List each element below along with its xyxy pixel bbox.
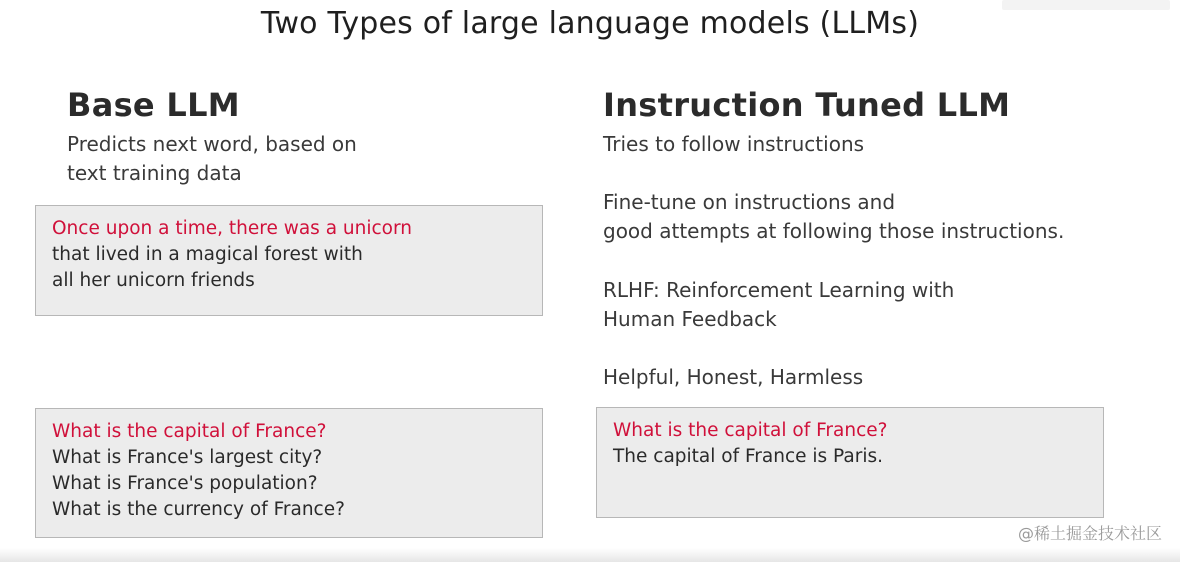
base-france-completion-line: What is France's population?: [52, 473, 318, 494]
instruction-tuned-para-line: RLHF: Reinforcement Learning with: [603, 278, 955, 302]
instruction-tuned-para-line: good attempts at following those instructions.: [603, 219, 1065, 243]
unicorn-completion-line: that lived in a magical forest with: [52, 244, 363, 265]
unicorn-prompt: Once upon a time, there was a unicorn: [52, 218, 413, 239]
instruction-tuned-para-3: [603, 276, 954, 334]
watermark: @稀土掘金技术社区: [1017, 524, 1162, 543]
instruction-tuned-para-line: Tries to follow instructions: [603, 132, 865, 156]
instruction-tuned-para-line: Human Feedback: [603, 307, 777, 331]
base-llm-description-line: text training data: [67, 161, 242, 185]
instruction-tuned-llm-heading: Instruction Tuned LLM: [603, 86, 1011, 124]
unicorn-example-box: [35, 205, 543, 316]
base-llm-description-line: Predicts next word, based on: [67, 132, 357, 156]
tuned-france-answer: The capital of France is Paris.: [613, 446, 883, 467]
base-france-completion-line: What is France's largest city?: [52, 447, 323, 468]
instruction-tuned-para-line: Helpful, Honest, Harmless: [603, 365, 864, 389]
base-france-completion-line: What is the currency of France?: [52, 499, 345, 520]
base-llm-heading: Base LLM: [67, 86, 240, 124]
instruction-tuned-para-1: [603, 130, 864, 159]
unicorn-completion-line: all her unicorn friends: [52, 270, 255, 291]
tuned-france-prompt: What is the capital of France?: [613, 420, 888, 441]
tuned-france-example-box: [596, 407, 1104, 518]
slide-title: Two Types of large language models (LLMs): [260, 6, 920, 41]
base-france-example-box: [35, 408, 543, 538]
bottom-shade: [0, 548, 1180, 562]
instruction-tuned-para-2: [603, 188, 1064, 246]
base-llm-description: [67, 130, 357, 188]
instruction-tuned-para-4: [603, 363, 863, 392]
instruction-tuned-para-line: Fine-tune on instructions and: [603, 190, 896, 214]
base-france-prompt: What is the capital of France?: [52, 421, 327, 442]
